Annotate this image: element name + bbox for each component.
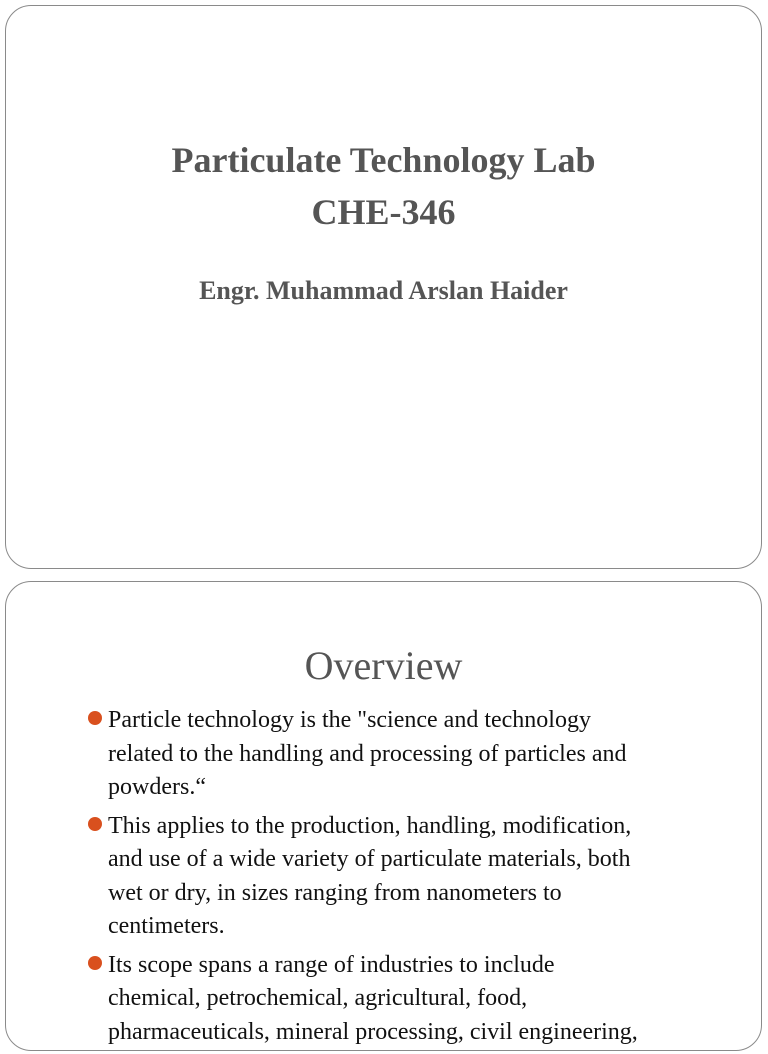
title-slide bbox=[5, 5, 762, 569]
bullet-line: related to the handling and processing of particles and bbox=[108, 740, 627, 767]
bullet-line: powders.“ bbox=[108, 774, 206, 800]
bullet-line: centimeters. bbox=[108, 913, 225, 939]
bullet-line: chemical, petrochemical, agricultural, food, bbox=[108, 985, 528, 1011]
presenter-name: Engr. Muhammad Arslan Haider bbox=[199, 276, 568, 305]
bullet-line: This applies to the production, handling, modification, bbox=[108, 812, 632, 839]
bullet-item bbox=[86, 704, 726, 805]
bullet-line: wet or dry, in sizes ranging from nanometers to bbox=[108, 879, 562, 906]
bullet-list bbox=[86, 704, 726, 1054]
bullet-item bbox=[86, 810, 726, 944]
bullet-dot-icon bbox=[88, 711, 102, 725]
bullet-dot-icon bbox=[88, 817, 102, 831]
bullet-item bbox=[86, 949, 726, 1050]
title-line-1: Particulate Technology Lab bbox=[171, 140, 596, 180]
bullet-line: Particle technology is the "science and technology bbox=[108, 707, 591, 733]
bullet-dot-icon bbox=[88, 956, 102, 970]
title-line-2: CHE-346 bbox=[311, 192, 456, 232]
bullet-line: pharmaceuticals, mineral processing, civil engineering, bbox=[108, 1018, 638, 1045]
overview-slide bbox=[5, 581, 762, 1051]
bullet-line: and use of a wide variety of particulate materials, both bbox=[108, 846, 631, 872]
bullet-line: Its scope spans a range of industries to include bbox=[108, 951, 555, 978]
overview-heading: Overview bbox=[304, 643, 463, 688]
slide-title bbox=[6, 134, 761, 238]
